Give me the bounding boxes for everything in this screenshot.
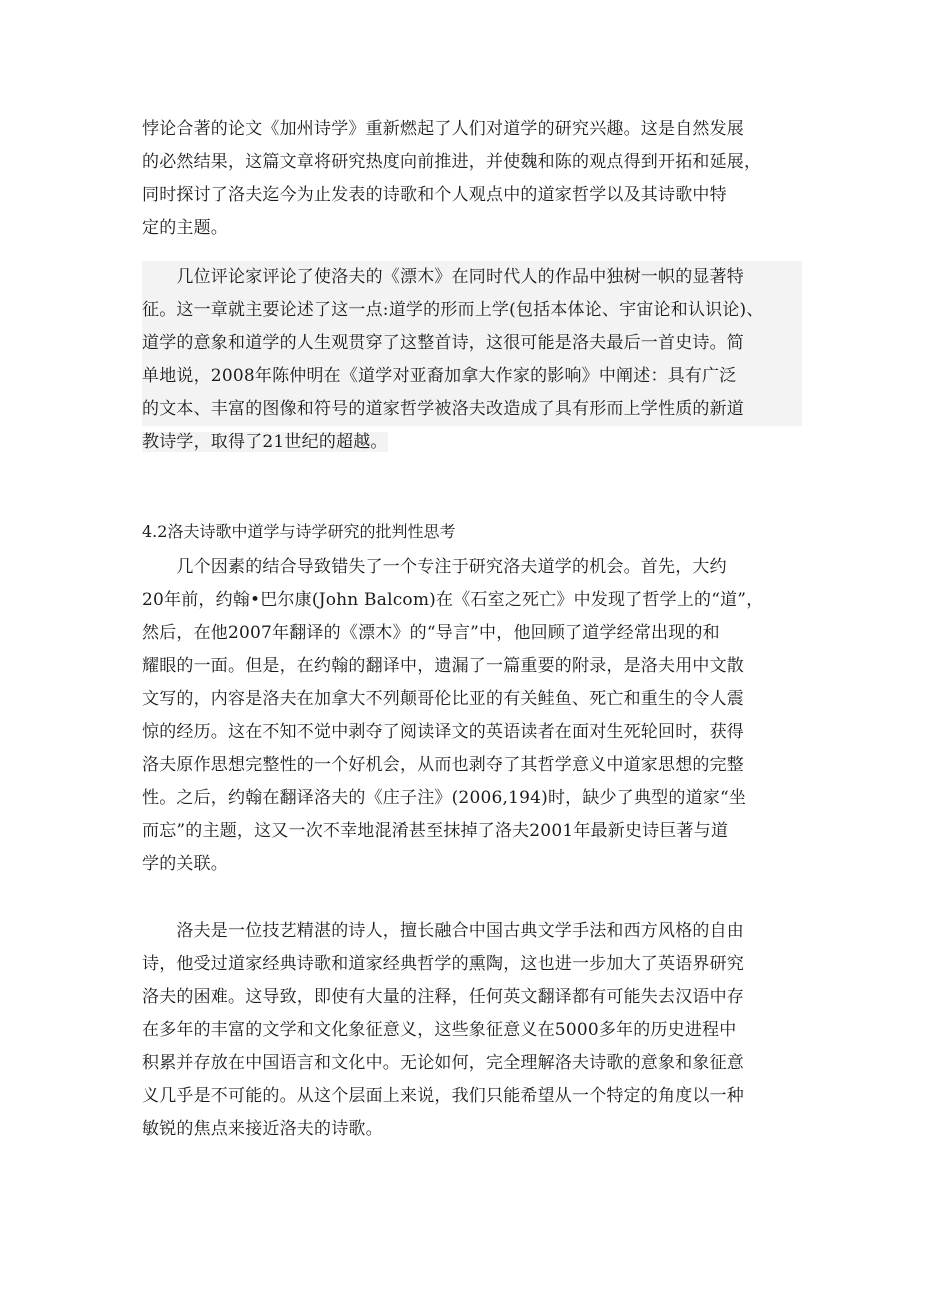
text-line: 同时探讨了洛夫迄今为止发表的诗歌和个人观点中的道家哲学以及其诗歌中特 bbox=[142, 185, 727, 205]
paragraph-intro-continuation bbox=[142, 113, 802, 245]
section-heading: 4.2洛夫诗歌中道学与诗学研究的批判性思考 bbox=[142, 522, 456, 541]
text-line: 学的关联。 bbox=[142, 854, 228, 874]
text-line: 耀眼的一面。但是，在约翰的翻译中，遗漏了一篇重要的附录，是洛夫用中文散 bbox=[142, 656, 744, 676]
text-line bbox=[142, 426, 802, 459]
text-line: 的文本、丰富的图像和符号的道家哲学被洛夫改造成了具有形而上学性质的新道 bbox=[142, 393, 802, 426]
text-line: 惊的经历。这在不知不觉中剥夺了阅读译文的英语读者在面对生死轮回时，获得 bbox=[142, 722, 744, 742]
text-line: 诗，他受过道家经典诗歌和道家经典哲学的熏陶，这也进一步加大了英语界研究 bbox=[142, 954, 744, 974]
paragraph-missed-opportunity bbox=[142, 551, 802, 881]
text-line: 洛夫的困难。这导致，即使有大量的注释，任何英文翻译都有可能失去汉语中存 bbox=[142, 987, 744, 1007]
text-line: 道学的意象和道学的人生观贯穿了这整首诗，这很可能是洛夫最后一首史诗。简 bbox=[142, 327, 802, 360]
text-line: 洛夫是一位技艺精湛的诗人，擅长融合中国古典文学手法和西方风格的自由 bbox=[142, 921, 744, 941]
text-line: 洛夫原作思想完整性的一个好机会，从而也剥夺了其哲学意义中道家思想的完整 bbox=[142, 755, 744, 775]
paragraph-critics bbox=[142, 261, 802, 459]
text-line: 而忘”的主题，这又一次不幸地混淆甚至抹掉了洛夫2001年最新史诗巨著与道 bbox=[142, 821, 729, 841]
text-line: 征。这一章就主要论述了这一点:道学的形而上学(包括本体论、宇宙论和认识论)、 bbox=[142, 294, 802, 327]
text-line: 义几乎是不可能的。从这个层面上来说，我们只能希望从一个特定的角度以一种 bbox=[142, 1086, 744, 1106]
text-line: 然后，在他2007年翻译的《漂木》的“导言”中，他回顾了道学经常出现的和 bbox=[142, 623, 720, 643]
text-line: 性。之后，约翰在翻译洛夫的《庄子注》(2006,194)时，缺少了典型的道家“坐 bbox=[142, 788, 747, 808]
text-line: 敏锐的焦点来接近洛夫的诗歌。 bbox=[142, 1119, 383, 1139]
text-line: 单地说，2008年陈仲明在《道学对亚裔加拿大作家的影响》中阐述：具有广泛 bbox=[142, 360, 802, 393]
text-line: 20年前，约翰•巴尔康(John Balcom)在《石室之死亡》中发现了哲学上的“道”， bbox=[142, 590, 764, 610]
text-line-fragment: 教诗学，取得了21世纪的超越。 bbox=[142, 432, 388, 452]
text-line: 几个因素的结合导致错失了一个专注于研究洛夫道学的机会。首先，大约 bbox=[142, 557, 727, 577]
paragraph-poet-skill bbox=[142, 915, 802, 1146]
text-line: 定的主题。 bbox=[142, 218, 228, 238]
text-line: 在多年的丰富的文学和文化象征意义，这些象征意义在5000多年的历史进程中 bbox=[142, 1020, 737, 1040]
text-line: 的必然结果，这篇文章将研究热度向前推进，并使魏和陈的观点得到开拓和延展， bbox=[142, 152, 762, 172]
text-line: 积累并存放在中国语言和文化中。无论如何，完全理解洛夫诗歌的意象和象征意 bbox=[142, 1053, 744, 1073]
text-line: 几位评论家评论了使洛夫的《漂木》在同时代人的作品中独树一帜的显著特 bbox=[142, 261, 802, 294]
text-line: 悖论合著的论文《加州诗学》重新燃起了人们对道学的研究兴趣。这是自然发展 bbox=[142, 119, 744, 139]
text-line: 文写的，内容是洛夫在加拿大不列颠哥伦比亚的有关鲑鱼、死亡和重生的令人震 bbox=[142, 689, 744, 709]
